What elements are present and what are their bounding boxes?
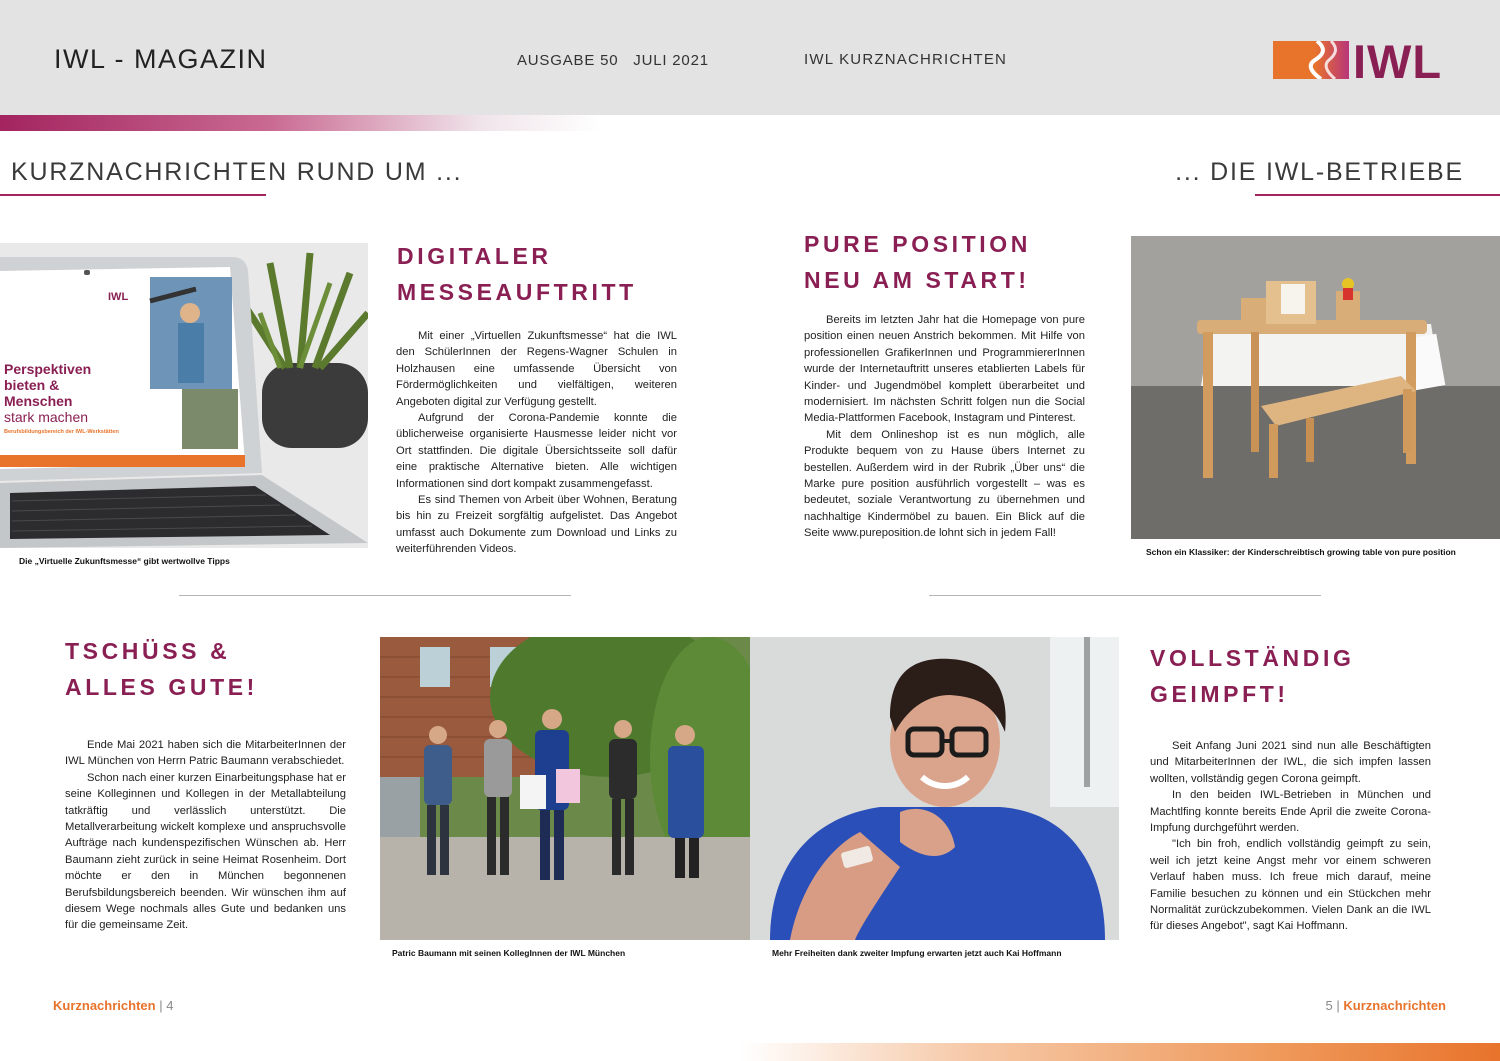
messe-body (396, 328, 677, 558)
pure-paragraph: Bereits im letzten Jahr hat die Homepage von pure position einen neuen Anstrich bekommen. Mit Hilfe von professionellen GrafikerInnen und ProgrammiererInnen wurde der Internetauftritt unseres etablierten Labels für Kinder- und Jugendmöbel komplett überarbeitet und modernisiert. Im nächsten Schritt folgen nun die Social Media-Plattformen Facebook, Instagram und Pinterest. (804, 314, 1085, 425)
group-photo (380, 637, 750, 940)
kicker-right: ... DIE IWL-BETRIEBE (1175, 158, 1464, 186)
tschuess-paragraph: Schon nach einer kurzen Einarbeitungsphase hat er seine Kolleginnen und Kollegen in der Metallabteilung tatkräftig und verlässlich unterstützt. Die Metallverarbeitung wickelt komplexe und anspruchsvolle Aufträge nach kundenspezifischen Wünschen ab. Herr Baumann zieht zurück in seine Heimat Rosenheim. Dort möchte er den in München begonnenen Berufsbildungsbereich beenden. Wir wünschen ihm auf diesem Wege nochmals alles Gute und bedanken uns für die gemeinsame Zeit. (65, 771, 346, 932)
geimpft-paragraph: "Ich bin froh, endlich vollständig geimpft zu sein, weil ich jetzt keine Angst mehr vor einem schweren Verlauf haben muss. Ich freue mich darauf, meine Familie besuchen zu können und ein Stückchen mehr Normalität zurückzubekommen. Vielen Dank an die IWL für dieses Angebot", sagt Kai Hoffmann. (1150, 838, 1431, 933)
desk-photo (1131, 236, 1500, 539)
header-gradient-bar (0, 115, 600, 131)
pure-body (804, 312, 1085, 542)
messe-caption: Die „Virtuelle Zukunftsmesse“ gibt wertwollve Tipps (19, 556, 230, 566)
footer-left-page: 4 (166, 998, 174, 1013)
footer-right-page: 5 (1325, 998, 1333, 1013)
messe-headline-line-1: DIGITALER (397, 243, 552, 269)
vaccination-photo (750, 637, 1119, 940)
footer-left (53, 998, 173, 1013)
section-title: IWL KURZNACHRICHTEN (804, 51, 1008, 68)
logo-mark-icon (1273, 41, 1349, 79)
footer-right-separator: | (1336, 998, 1340, 1013)
geimpft-headline (1150, 640, 1354, 712)
tschuess-paragraph: Ende Mai 2021 haben sich die MitarbeiterInnen der IWL München von Herrn Patric Baumann verabschiedet. (65, 739, 346, 768)
messe-headline (397, 238, 637, 310)
geimpft-body (1150, 738, 1431, 935)
footer-right-label: Kurznachrichten (1343, 998, 1446, 1013)
divider-left (179, 595, 571, 596)
messe-headline-line-2: MESSEAUFTRITT (397, 279, 637, 305)
messe-paragraph: Mit einer „Virtuellen Zukunftsmesse“ hat die IWL den SchülerInnen der Regens-Wagner Schulen in Holzhausen eine umfassende Übersicht von Fördermöglichkeiten und vielfältigen, weiteren Angeboten digital zur Verfügung gestellt. (396, 330, 677, 408)
pure-headline-line-2: NEU AM START! (804, 267, 1030, 293)
tschuess-headline-line-2: ALLES GUTE! (65, 674, 258, 700)
screen-line-3: Menschen (4, 393, 73, 409)
kicker-left-underline (0, 194, 266, 196)
footer-right (1326, 998, 1446, 1013)
screen-subline: Berufsbildungsbereich der IWL-Werkstätten (4, 429, 119, 435)
magazine-title: IWL - MAGAZIN (54, 44, 268, 74)
pure-caption: Schon ein Klassiker: der Kinderschreibtisch growing table von pure position (1146, 547, 1456, 557)
divider-right (929, 595, 1321, 596)
footer-gradient-bar (740, 1043, 1500, 1061)
geimpft-headline-line-2: GEIMPFT! (1150, 681, 1289, 707)
screen-logo: IWL (108, 291, 129, 303)
geimpft-paragraph: In den beiden IWL-Betrieben in München und Machtlfing konnte bereits Ende April die zweite Corona-Impfung durchgeführt werden. (1150, 789, 1431, 835)
issue-info: AUSGABE 50 JULI 2021 (517, 52, 709, 69)
tschuess-headline-line-1: TSCHÜSS & (65, 638, 231, 664)
pure-paragraph: Mit dem Onlineshop ist es nun möglich, alle Produkte bequem von zu Hause übers Internet zu bestellen. Außerdem wird in der Rubrik „Über uns“ die Marke pure position ausführlich vorgestellt – was es bedeutet, soziale Verantwortung zu übernehmen und nachhaltige Kindermöbel zu bauen. Ein Blick auf die Seite www.pureposition.de lohnt sich in jedem Fall! (804, 428, 1085, 540)
logo-text: IWL (1353, 35, 1443, 88)
pure-headline-line-1: PURE POSITION (804, 231, 1031, 257)
kicker-right-underline (1255, 194, 1500, 196)
screen-line-1: Perspektiven (4, 361, 92, 377)
iwl-logo (1273, 35, 1445, 88)
pure-headline (804, 226, 1031, 298)
tschuess-caption: Patric Baumann mit seinen KollegInnen der IWL München (392, 948, 626, 958)
messe-paragraph: Aufgrund der Corona-Pandemie konnte die üblicherweise organisierte Hausmesse leider nicht vor Ort stattfinden. Die digitale Übersichtsseite soll dafür eine praktische Alternative bieten. Alle wichtigen Informationen sind dort kompakt zusammengefasst. (396, 412, 677, 490)
laptop-photo (0, 243, 368, 548)
screen-line-4: stark machen (4, 409, 89, 425)
geimpft-paragraph: Seit Anfang Juni 2021 sind nun alle Beschäftigten und MitarbeiterInnen der IWL, die sich impfen lassen wollten, vollständig gegen Corona geimpft. (1150, 740, 1431, 785)
messe-paragraph: Es sind Themen von Arbeit über Wohnen, Beratung bis hin zu Freizeit sorgfältig aufgelistet. Das Angebot umfasst auch Dokumente zum Download und Links zu weiterführenden Videos. (396, 494, 677, 556)
tschuess-headline (65, 633, 258, 705)
geimpft-caption: Mehr Freiheiten dank zweiter Impfung erwarten jetzt auch Kai Hoffmann (772, 948, 1062, 958)
kicker-left: KURZNACHRICHTEN RUND UM ... (11, 158, 463, 186)
geimpft-headline-line-1: VOLLSTÄNDIG (1150, 645, 1355, 671)
tschuess-body (65, 737, 346, 934)
footer-left-separator: | (159, 998, 163, 1013)
footer-left-label: Kurznachrichten (53, 998, 156, 1013)
screen-line-2: bieten & (4, 377, 60, 393)
screen-headline (4, 361, 91, 425)
